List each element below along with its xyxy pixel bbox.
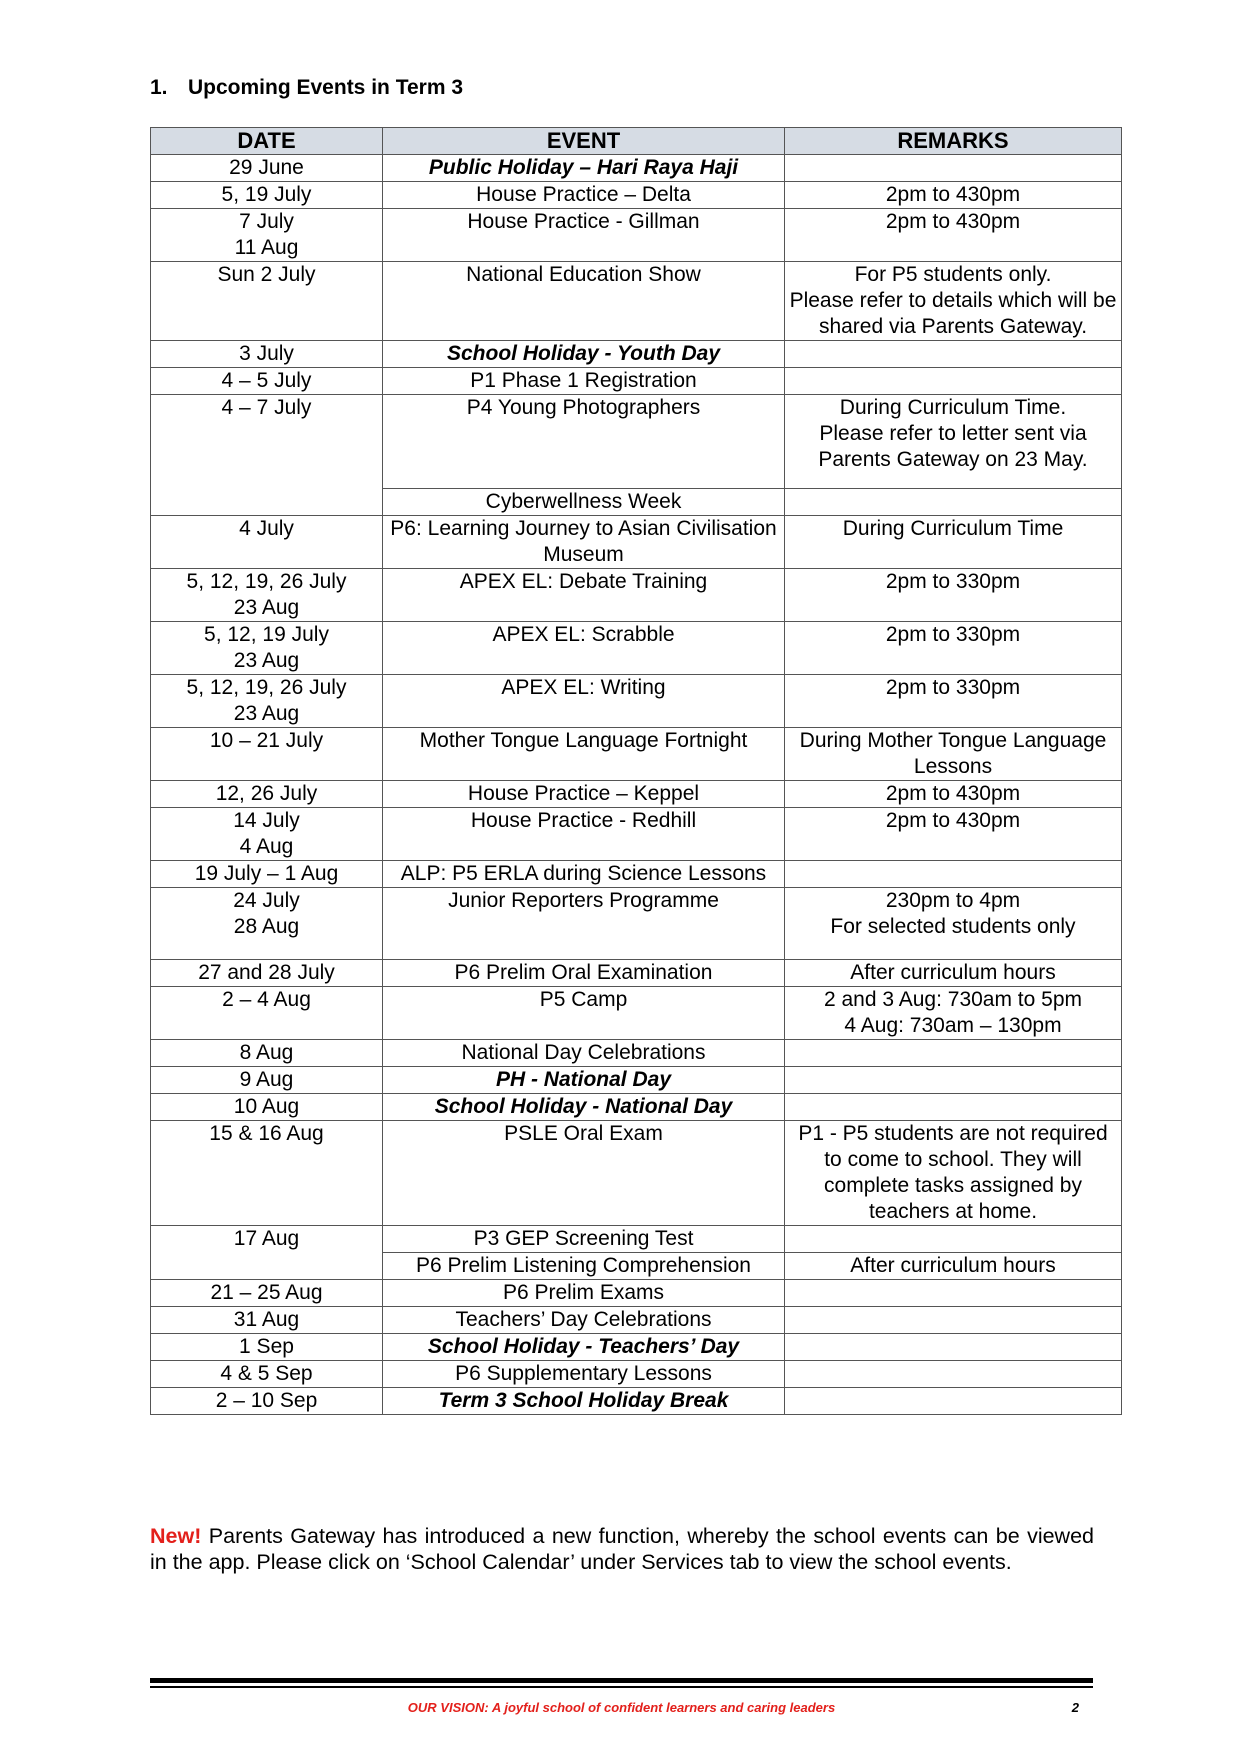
- date-cell: 2 – 4 Aug: [151, 987, 383, 1040]
- event-cell: House Practice – Delta: [383, 182, 785, 209]
- remarks-cell: During Curriculum Time: [785, 516, 1122, 569]
- remarks-cell: 2pm to 330pm: [785, 622, 1122, 675]
- table-row: [151, 1067, 1122, 1094]
- table-row: [151, 209, 1122, 262]
- remarks-cell: [785, 861, 1122, 888]
- event-cell: House Practice – Keppel: [383, 781, 785, 808]
- event-cell: Term 3 School Holiday Break: [383, 1388, 785, 1415]
- remarks-cell: 2pm to 430pm: [785, 808, 1122, 861]
- remarks-cell: [785, 1307, 1122, 1334]
- event-cell: PH - National Day: [383, 1067, 785, 1094]
- parents-gateway-note: [150, 1523, 1094, 1575]
- event-cell: P6 Supplementary Lessons: [383, 1361, 785, 1388]
- event-cell: National Day Celebrations: [383, 1040, 785, 1067]
- event-cell: School Holiday - Youth Day: [383, 341, 785, 368]
- table-row: [151, 861, 1122, 888]
- date-cell: 5, 19 July: [151, 182, 383, 209]
- remarks-cell: [785, 1067, 1122, 1094]
- event-cell: P5 Camp: [383, 987, 785, 1040]
- table-row: [151, 182, 1122, 209]
- date-cell: 1 Sep: [151, 1334, 383, 1361]
- date-cell: 17 Aug: [151, 1226, 383, 1280]
- remarks-cell: 2pm to 330pm: [785, 675, 1122, 728]
- remarks-cell: [785, 155, 1122, 182]
- date-cell: 4 & 5 Sep: [151, 1361, 383, 1388]
- date-cell: 29 June: [151, 155, 383, 182]
- table-header-row: [151, 128, 1122, 155]
- date-column-header: DATE: [151, 128, 383, 155]
- table-row: [151, 622, 1122, 675]
- table-row: [151, 1361, 1122, 1388]
- date-cell: 14 July 4 Aug: [151, 808, 383, 861]
- date-cell: Sun 2 July: [151, 262, 383, 341]
- table-row: [151, 888, 1122, 960]
- table-row: [151, 1280, 1122, 1307]
- remarks-cell: 2pm to 430pm: [785, 182, 1122, 209]
- date-cell: 5, 12, 19, 26 July 23 Aug: [151, 675, 383, 728]
- table-row: [151, 1334, 1122, 1361]
- date-cell: 5, 12, 19, 26 July 23 Aug: [151, 569, 383, 622]
- event-column-header: EVENT: [383, 128, 785, 155]
- table-row: [151, 728, 1122, 781]
- remarks-cell: 2pm to 430pm: [785, 781, 1122, 808]
- table-row: [151, 960, 1122, 987]
- event-cell: P4 Young Photographers: [383, 395, 785, 489]
- event-cell: P1 Phase 1 Registration: [383, 368, 785, 395]
- date-cell: 15 & 16 Aug: [151, 1121, 383, 1226]
- event-cell: National Education Show: [383, 262, 785, 341]
- table-row: [151, 987, 1122, 1040]
- table-row: [151, 368, 1122, 395]
- date-cell: 8 Aug: [151, 1040, 383, 1067]
- date-cell: 4 – 7 July: [151, 395, 383, 516]
- event-cell: P6 Prelim Oral Examination: [383, 960, 785, 987]
- event-cell: Mother Tongue Language Fortnight: [383, 728, 785, 781]
- vision-statement: OUR VISION: A joyful school of confident learners and caring leaders: [407, 1700, 836, 1715]
- event-cell: Teachers’ Day Celebrations: [383, 1307, 785, 1334]
- table-row: [151, 569, 1122, 622]
- remarks-cell: 2 and 3 Aug: 730am to 5pm 4 Aug: 730am – 130pm: [785, 987, 1122, 1040]
- remarks-cell: [785, 1226, 1122, 1253]
- event-cell: P6 Prelim Exams: [383, 1280, 785, 1307]
- date-cell: 5, 12, 19 July 23 Aug: [151, 622, 383, 675]
- table-row: [151, 781, 1122, 808]
- remarks-cell: 230pm to 4pm For selected students only: [785, 888, 1122, 960]
- table-row: [151, 675, 1122, 728]
- event-cell: School Holiday - Teachers’ Day: [383, 1334, 785, 1361]
- table-row: [151, 395, 1122, 489]
- section-number: 1.: [150, 76, 168, 99]
- date-cell: 10 Aug: [151, 1094, 383, 1121]
- remarks-cell: After curriculum hours: [785, 1253, 1122, 1280]
- events-table-body: [151, 155, 1122, 1415]
- footer-rule-thin: [150, 1686, 1093, 1688]
- date-cell: 4 – 5 July: [151, 368, 383, 395]
- date-cell: 2 – 10 Sep: [151, 1388, 383, 1415]
- date-cell: 27 and 28 July: [151, 960, 383, 987]
- remarks-cell: [785, 341, 1122, 368]
- section-title: Upcoming Events in Term 3: [188, 76, 463, 99]
- section-heading: [150, 76, 463, 100]
- event-cell: School Holiday - National Day: [383, 1094, 785, 1121]
- remarks-cell: [785, 1334, 1122, 1361]
- date-cell: 24 July 28 Aug: [151, 888, 383, 960]
- event-cell: P6 Prelim Listening Comprehension: [383, 1253, 785, 1280]
- date-cell: 9 Aug: [151, 1067, 383, 1094]
- remarks-cell: After curriculum hours: [785, 960, 1122, 987]
- table-row: [151, 808, 1122, 861]
- date-cell: 31 Aug: [151, 1307, 383, 1334]
- event-cell: House Practice - Gillman: [383, 209, 785, 262]
- remarks-cell: [785, 368, 1122, 395]
- remarks-cell: [785, 1280, 1122, 1307]
- table-row: [151, 1388, 1122, 1415]
- event-cell: P6: Learning Journey to Asian Civilisation Museum: [383, 516, 785, 569]
- remarks-cell: [785, 1388, 1122, 1415]
- remarks-cell: [785, 1094, 1122, 1121]
- remarks-cell: 2pm to 430pm: [785, 209, 1122, 262]
- remarks-cell: 2pm to 330pm: [785, 569, 1122, 622]
- event-cell: House Practice - Redhill: [383, 808, 785, 861]
- remarks-cell: [785, 1361, 1122, 1388]
- table-row: [151, 1040, 1122, 1067]
- table-row: [151, 155, 1122, 182]
- remarks-cell: During Mother Tongue Language Lessons: [785, 728, 1122, 781]
- event-cell: P3 GEP Screening Test: [383, 1226, 785, 1253]
- event-cell: Cyberwellness Week: [383, 489, 785, 516]
- event-cell: PSLE Oral Exam: [383, 1121, 785, 1226]
- table-row: [151, 1121, 1122, 1226]
- event-cell: ALP: P5 ERLA during Science Lessons: [383, 861, 785, 888]
- date-cell: 21 – 25 Aug: [151, 1280, 383, 1307]
- event-cell: APEX EL: Debate Training: [383, 569, 785, 622]
- remarks-cell: For P5 students only. Please refer to details which will be shared via Parents Gateway.: [785, 262, 1122, 341]
- table-row: [151, 1094, 1122, 1121]
- events-table: [150, 127, 1122, 1415]
- date-cell: 3 July: [151, 341, 383, 368]
- event-cell: APEX EL: Scrabble: [383, 622, 785, 675]
- remarks-cell: [785, 1040, 1122, 1067]
- date-cell: 7 July 11 Aug: [151, 209, 383, 262]
- table-row: [151, 1307, 1122, 1334]
- footer-rule-thick: [150, 1678, 1093, 1683]
- event-cell: Junior Reporters Programme: [383, 888, 785, 960]
- date-cell: 10 – 21 July: [151, 728, 383, 781]
- remarks-cell: [785, 489, 1122, 516]
- new-label: New!: [150, 1524, 202, 1548]
- event-cell: Public Holiday – Hari Raya Haji: [383, 155, 785, 182]
- remarks-column-header: REMARKS: [785, 128, 1122, 155]
- remarks-cell: During Curriculum Time. Please refer to letter sent via Parents Gateway on 23 May.: [785, 395, 1122, 489]
- date-cell: 19 July – 1 Aug: [151, 861, 383, 888]
- page-number: 2: [1071, 1700, 1079, 1715]
- table-row: [151, 341, 1122, 368]
- note-text: Parents Gateway has introduced a new function, whereby the school events can be viewed in the app. Please click on ‘School Calendar’ under Services tab to view the school events.: [150, 1524, 1094, 1574]
- remarks-cell: P1 - P5 students are not required to come to school. They will complete tasks assigned by teachers at home.: [785, 1121, 1122, 1226]
- table-row: [151, 262, 1122, 341]
- table-row: [151, 516, 1122, 569]
- date-cell: 4 July: [151, 516, 383, 569]
- table-row: [151, 1226, 1122, 1253]
- event-cell: APEX EL: Writing: [383, 675, 785, 728]
- date-cell: 12, 26 July: [151, 781, 383, 808]
